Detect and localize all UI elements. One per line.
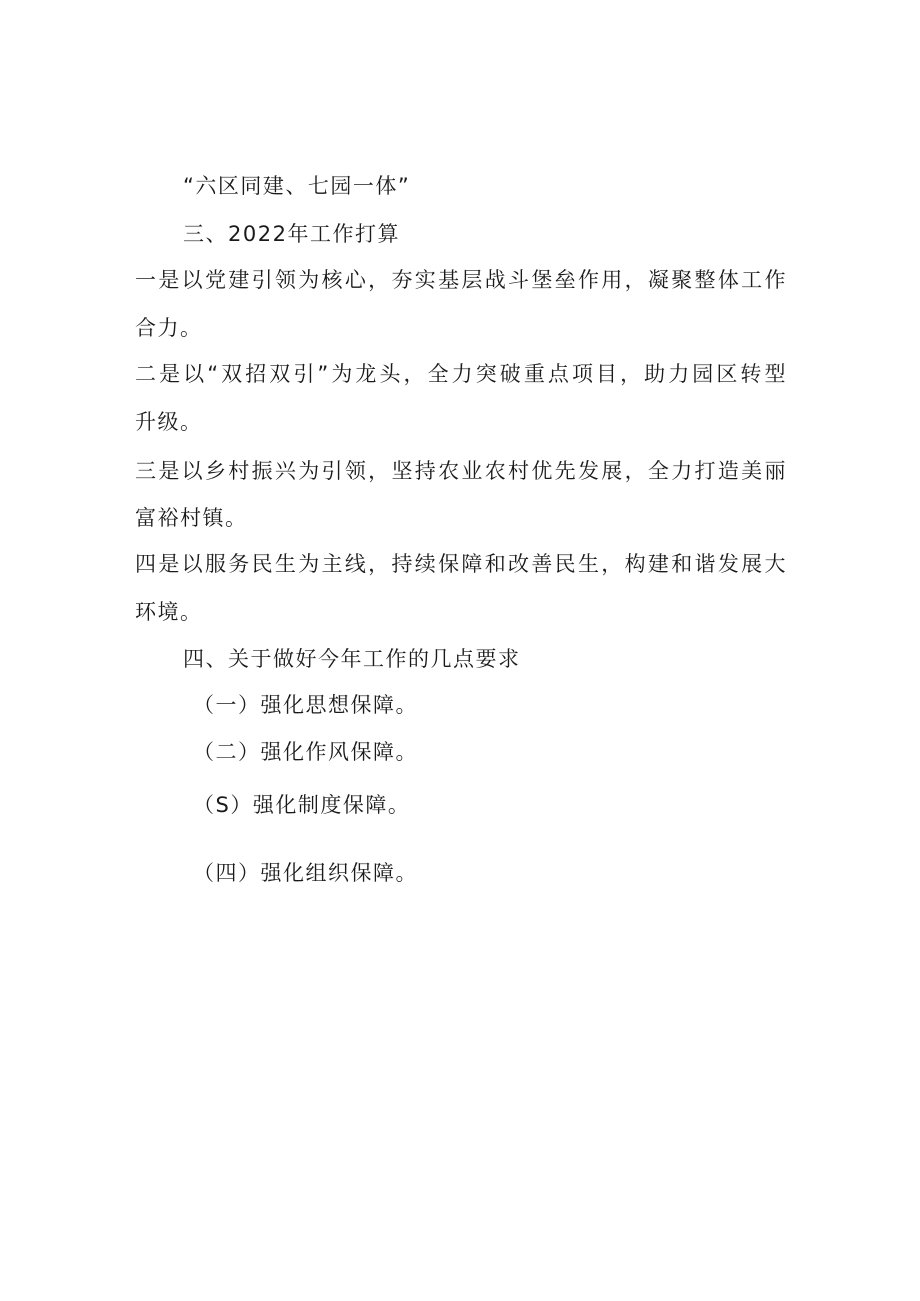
paragraph-3-line-2: 富裕村镇。: [135, 506, 248, 530]
list-item-4: （四）强化组织保障。: [193, 861, 418, 885]
paragraph-2-line-2: 升级。: [135, 410, 203, 434]
paragraph-2-line-1: 二是以“双招双引”为龙头，全力突破重点项目，助力园区转型: [135, 362, 787, 386]
heading-text: “六区同建、七园一体”: [183, 174, 411, 198]
paragraph-1-line-1: 一是以党建引领为核心，夯实基层战斗堡垒作用，凝聚整体工作: [135, 268, 787, 292]
list-item-2: （二）强化作风保障。: [193, 740, 418, 764]
paragraph-4-line-2: 环境。: [135, 600, 203, 624]
paragraph-4-line-1: 四是以服务民生为主线，持续保障和改善民生，构建和谐发展大: [135, 552, 787, 576]
paragraph-1-line-2: 合力。: [135, 316, 203, 340]
paragraph-3-line-1: 三是以乡村振兴为引领，坚持农业农村优先发展，全力打造美丽: [135, 459, 787, 483]
section-heading-4: 四、关于做好今年工作的几点要求: [183, 647, 521, 671]
list-item-3: （S）强化制度保障。: [193, 793, 411, 817]
list-item-1: （一）强化思想保障。: [193, 693, 418, 717]
section-heading-3: 三、2022年工作打算: [183, 222, 400, 246]
